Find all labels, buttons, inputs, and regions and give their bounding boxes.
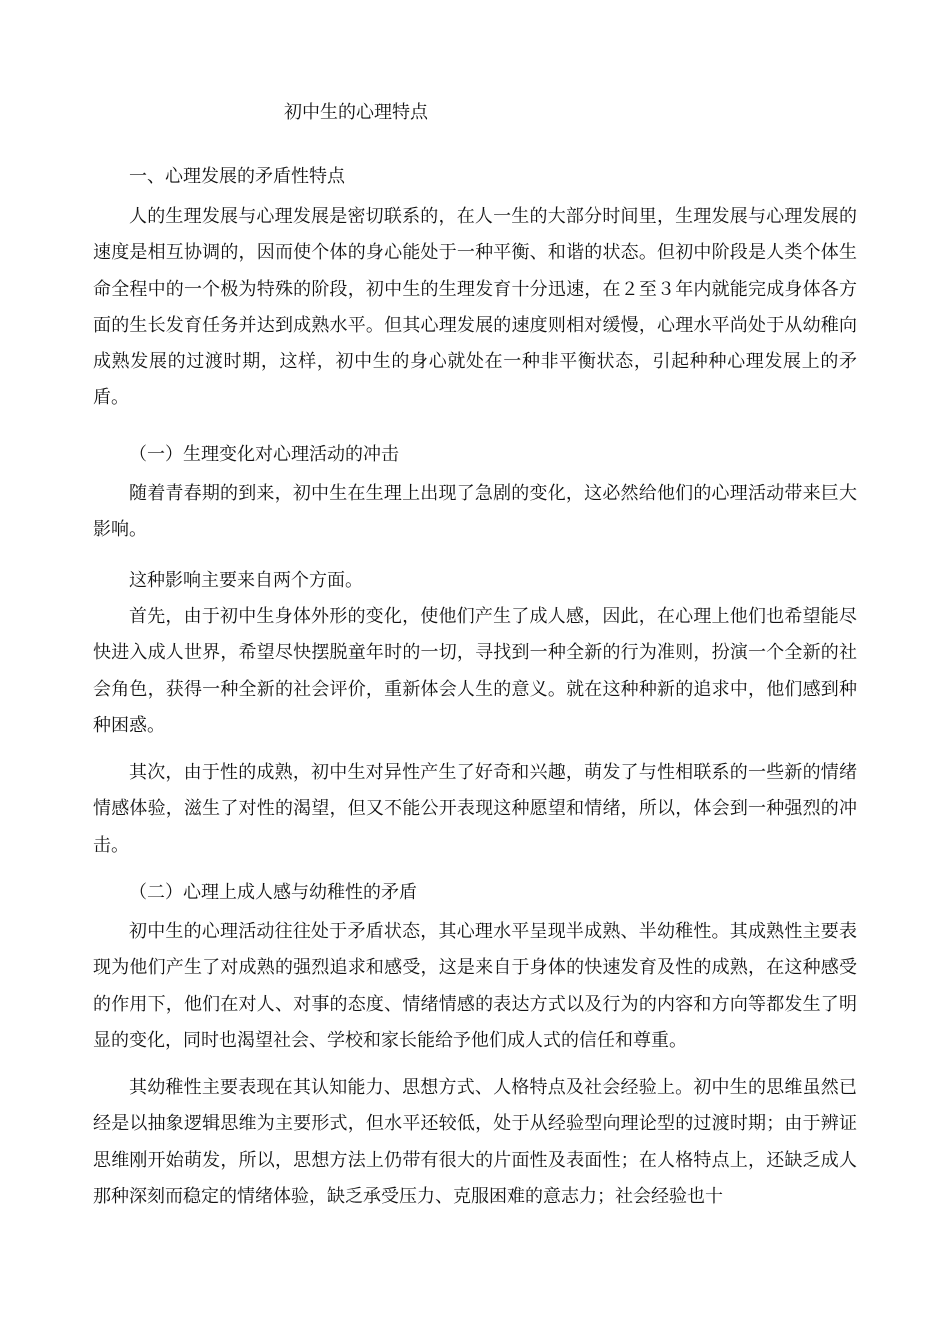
page-title: 初中生的心理特点 (284, 102, 428, 123)
paragraph-sub1-1: 随着青春期的到来，初中生在生理上出现了急剧的变化，这必然给他们的心理活动带来巨大影响。 (93, 483, 857, 541)
paragraph-sub1-2: 这种影响主要来自两个方面。 (129, 570, 363, 591)
section-heading-1: 一、心理发展的矛盾性特点 (129, 166, 345, 187)
paragraph-sub2-2: 其幼稚性主要表现在其认知能力、思想方式、人格特点及社会经验上。初中生的思维虽然已经是以抽象逻辑思维为主要形式，但水平还较低，处于从经验型向理论型的过渡时期；由于辨证思维刚开始萌发，所以，思想方法上仍带有很大的片面性及表面性；在人格特点上，还缺乏成人那种深刻而稳定的情绪体验，缺乏承受压力、克服困难的意志力；社会经验也十 (93, 1077, 857, 1207)
subsection-heading-1: （一）生理变化对心理活动的冲击 (129, 444, 399, 465)
paragraph-sub1-4: 其次，由于性的成熟，初中生对异性产生了好奇和兴趣，萌发了与性相联系的一些新的情绪情感体验，滋生了对性的渴望，但又不能公开表现这种愿望和情绪，所以，体会到一种强烈的冲击。 (93, 762, 857, 856)
paragraph-intro: 人的生理发展与心理发展是密切联系的，在人一生的大部分时间里，生理发展与心理发展的速度是相互协调的，因而使个体的身心能处于一种平衡、和谐的状态。但初中阶段是人类个体生命全程中的一个极为特殊的阶段，初中生的生理发育十分迅速，在２至３年内就能完成身体各方面的生长发育任务并达到成熟水平。但其心理发展的速度则相对缓慢，心理水平尚处于从幼稚向成熟发展的过渡时期，这样，初中生的身心就处在一种非平衡状态，引起种种心理发展上的矛盾。 (93, 206, 857, 409)
subsection-heading-2: （二）心理上成人感与幼稚性的矛盾 (129, 882, 417, 903)
paragraph-sub2-1: 初中生的心理活动往往处于矛盾状态，其心理水平呈现半成熟、半幼稚性。其成熟性主要表现为他们产生了对成熟的强烈追求和感受，这是来自于身体的快速发育及性的成熟，在这种感受的作用下，他们在对人、对事的态度、情绪情感的表达方式以及行为的内容和方向等都发生了明显的变化，同时也渴望社会、学校和家长能给予他们成人式的信任和尊重。 (93, 921, 857, 1051)
paragraph-sub1-3: 首先，由于初中生身体外形的变化，使他们产生了成人感，因此，在心理上他们也希望能尽快进入成人世界，希望尽快摆脱童年时的一切，寻找到一种全新的行为准则，扮演一个全新的社会角色，获得一种全新的社会评价，重新体会人生的意义。就在这种种新的追求中，他们感到种种困惑。 (93, 606, 857, 736)
